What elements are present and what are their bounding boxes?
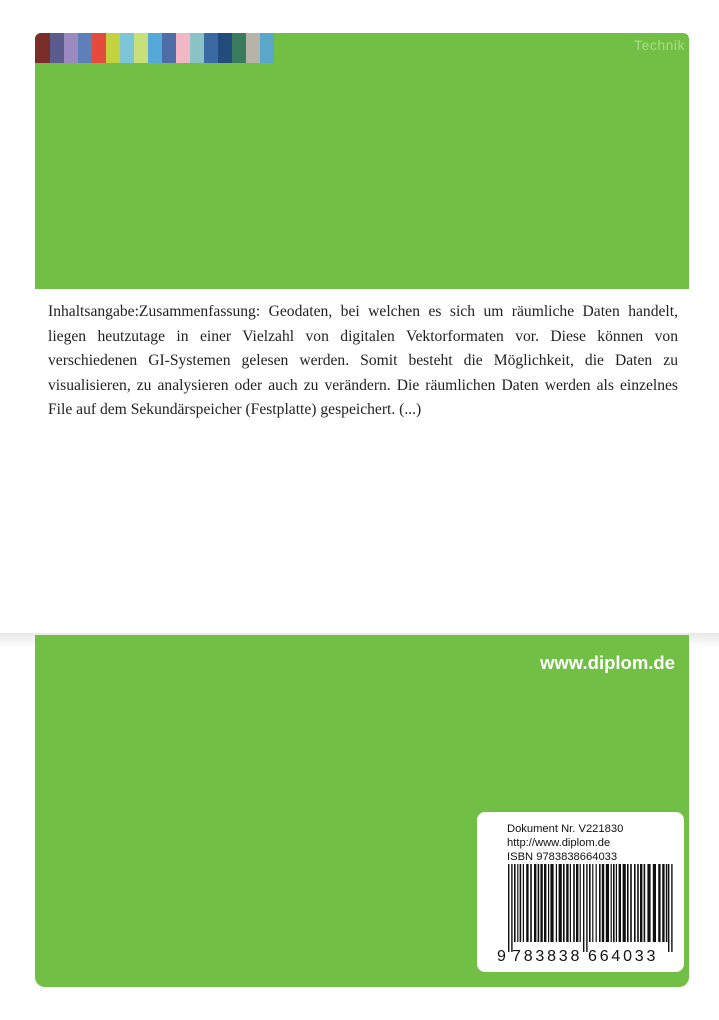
barcode-bar: [619, 864, 621, 942]
barcode-digit-lead: 9: [497, 948, 506, 965]
barcode-bar: [520, 864, 522, 942]
barcode-bar: [596, 864, 597, 942]
barcode-bar: [589, 864, 591, 942]
palette-tab: [260, 33, 274, 63]
barcode-bar: [630, 864, 632, 942]
barcode-bar: [556, 864, 557, 942]
palette-tab: [35, 33, 50, 63]
document-number: Dokument Nr. V221830: [507, 823, 624, 835]
barcode-bar: [611, 864, 612, 942]
barcode-bar: [592, 864, 593, 942]
palette-tab: [204, 33, 218, 63]
color-palette-strip: [35, 33, 285, 63]
barcode-guard-bar: [668, 864, 669, 952]
barcode-guard-bar: [583, 864, 584, 952]
barcode-bar: [526, 864, 528, 942]
barcode-bars: [508, 864, 673, 952]
palette-tab: [232, 33, 246, 63]
barcode-bar: [658, 864, 660, 942]
barcode-bar: [627, 864, 629, 942]
barcode-bar: [573, 864, 575, 942]
barcode-bar: [640, 864, 642, 942]
barcode-bar: [550, 864, 553, 942]
palette-tab: [218, 33, 232, 63]
palette-tab: [134, 33, 148, 63]
palette-tab: [50, 33, 64, 63]
barcode-bar: [540, 864, 542, 942]
barcode-bar: [599, 864, 601, 942]
barcode-guard-bar: [508, 864, 509, 952]
barcode-guard-bar: [511, 864, 512, 952]
barcode-guard-bar: [671, 864, 672, 952]
palette-tab: [246, 33, 260, 63]
cover-top-panel: [35, 33, 689, 289]
barcode-bar: [662, 864, 664, 942]
barcode-bar: [613, 864, 615, 942]
palette-tab: [64, 33, 78, 63]
barcode-bar: [570, 864, 571, 942]
barcode-bar: [602, 864, 604, 942]
palette-tab: [106, 33, 120, 63]
barcode-bar: [559, 864, 562, 942]
isbn-text: ISBN 9783838664033: [507, 851, 618, 863]
barcode-bar: [523, 864, 524, 942]
palette-tab: [78, 33, 92, 63]
category-label: Technik: [634, 37, 685, 53]
barcode-bar: [616, 864, 617, 942]
barcode-bar: [634, 864, 636, 942]
palette-tab: [148, 33, 162, 63]
abstract-text: Inhaltsangabe:Zusammenfassung: Geodaten, bei welchen es sich um räumliche Daten handelt, liegen heutzutage in einer Vielzahl von digitalen Vektorformaten vor. Diese können von verschiedenen GI-Systemen gelesen werden. Somit besteht die Möglichkeit, die Daten zu visualisieren, zu analysieren oder auch zu verändern. Die räumlichen Daten werden als einzelnes File auf dem Sekundärspeicher (Festplatte) gespeichert. (...): [48, 303, 678, 419]
barcode-bar: [517, 864, 518, 942]
website-link[interactable]: www.diplom.de: [540, 652, 675, 673]
barcode-bar: [530, 864, 532, 942]
barcode-bar: [637, 864, 639, 942]
barcode-bar: [653, 864, 656, 942]
palette-tab: [120, 33, 134, 63]
barcode-bar: [606, 864, 609, 942]
barcode-bar: [576, 864, 578, 942]
barcode-digits-right: 664033: [588, 948, 659, 965]
barcode-bar: [580, 864, 581, 942]
barcode-bar: [563, 864, 565, 942]
barcode-bar: [647, 864, 650, 942]
palette-tab: [176, 33, 190, 63]
barcode-bar: [538, 864, 540, 942]
barcode-bar: [548, 864, 549, 942]
barcode-bar: [534, 864, 536, 942]
barcode-digits-left: 783838: [512, 948, 583, 965]
palette-tab: [190, 33, 204, 63]
barcode-guard-bar: [586, 864, 587, 952]
barcode-bar: [544, 864, 546, 942]
barcode-label: [477, 812, 684, 972]
barcode-bar: [514, 864, 516, 942]
barcode-bar: [623, 864, 626, 942]
palette-tab: [162, 33, 176, 63]
barcode-graphic: [477, 812, 684, 972]
document-url: http://www.diplom.de: [507, 837, 611, 849]
barcode-bar: [566, 864, 568, 942]
barcode-bar: [666, 864, 668, 942]
palette-tab: [92, 33, 106, 63]
barcode-bar: [644, 864, 646, 942]
